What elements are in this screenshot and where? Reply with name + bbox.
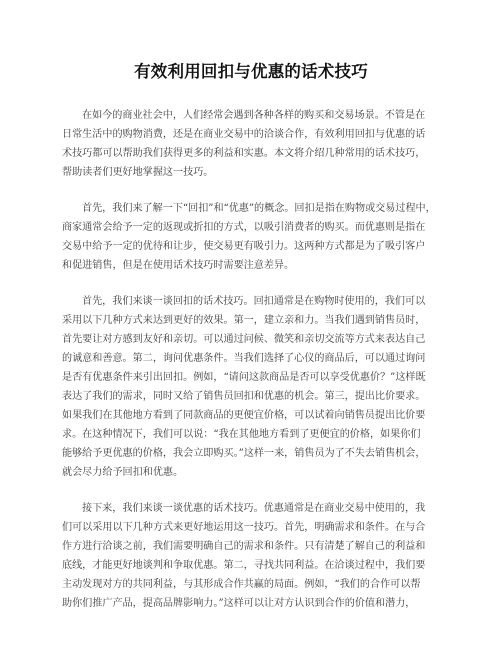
text-line: 如果我们在其他地方看到了同款商品的更便宜价格，可以试着向销售员提出比价要 [62,410,426,421]
paragraph-intro [62,106,440,182]
text-line: 首先要让对方感到友好和亲切。可以通过问候、微笑和亲切交流等方式来表达自己 [62,334,426,345]
paragraph-rebate-techniques [62,292,440,482]
text-line: 的诚意和善意。第二，询问优惠条件。当我们选择了心仪的商品后，可以通过询问 [62,353,426,364]
text-line: 帮助读者们更好地掌握这一技巧。 [62,167,214,178]
text-line: 采用以下几种方式来达到更好的效果。第一，建立亲和力。当我们遇到销售员时， [62,315,426,326]
text-line: 助你们推广产品，提高品牌影响力。”这样可以让对方认识到合作的价值和潜力， [62,598,416,609]
text-line: 日常生活中的购物消费，还是在商业交易中的洽谈合作，有效利用回扣与优惠的话 [62,129,426,140]
paragraph-discount-techniques [62,499,440,613]
text-line: 接下来，我们来谈一谈优惠的话术技巧。优惠通常是在商业交易中使用的，我 [82,503,426,514]
text-line: 是否有优惠条件来引出回扣。例如，“请问这款商品是否可以享受优惠价？”这样既 [62,372,426,383]
paragraph-concepts [62,199,440,275]
text-line: 主动发现对方的共同利益，与其形成合作共赢的局面。例如，“我们的合作可以帮 [62,579,421,590]
text-line: 商家通常会给予一定的返现或折扣的方式，以吸引消费者的购买。而优惠则是指在 [62,222,426,233]
text-line: 术技巧都可以帮助我们获得更多的利益和实惠。本文将介绍几种常用的话术技巧， [62,148,426,159]
document-title: 有效利用回扣与优惠的话术技巧 [134,62,368,81]
text-line: 底线，才能更好地谈判和争取优惠。第二，寻找共同利益。在洽谈过程中，我们要 [62,560,426,571]
text-line: 在如今的商业社会中，人们经常会遇到各种各样的购买和交易场景。不管是在 [82,110,426,121]
text-line: 求。在这种情况下，我们可以说：“我在其他地方看到了更便宜的价格，如果你们 [62,429,421,440]
text-line: 首先，我们来谈一谈回扣的话术技巧。回扣通常是在购物时使用的，我们可以 [82,296,426,307]
text-line: 就会尽力给予回扣和优惠。 [62,467,184,478]
text-line: 交易中给予一定的优待和让步，使交易更有吸引力。这两种方式都是为了吸引客户 [62,241,426,252]
text-line: 表达了我们的需求，同时又给了销售员回扣和优惠的机会。第三，提出比价要求。 [62,391,426,402]
text-line: 能够给予更优惠的价格，我会立即购买。”这样一来，销售员为了不失去销售机会， [62,448,426,459]
text-line: 和促进销售，但是在使用话术技巧时需要注意差异。 [62,260,295,271]
text-line: 首先，我们来了解一下“回扣”和“优惠”的概念。回扣是指在购物或交易过程中， [82,203,436,214]
text-line: 们可以采用以下几种方式来更好地运用这一技巧。首先，明确需求和条件。在与合 [62,522,426,533]
text-line: 作方进行洽谈之前，我们需要明确自己的需求和条件。只有清楚了解自己的利益和 [62,541,426,552]
